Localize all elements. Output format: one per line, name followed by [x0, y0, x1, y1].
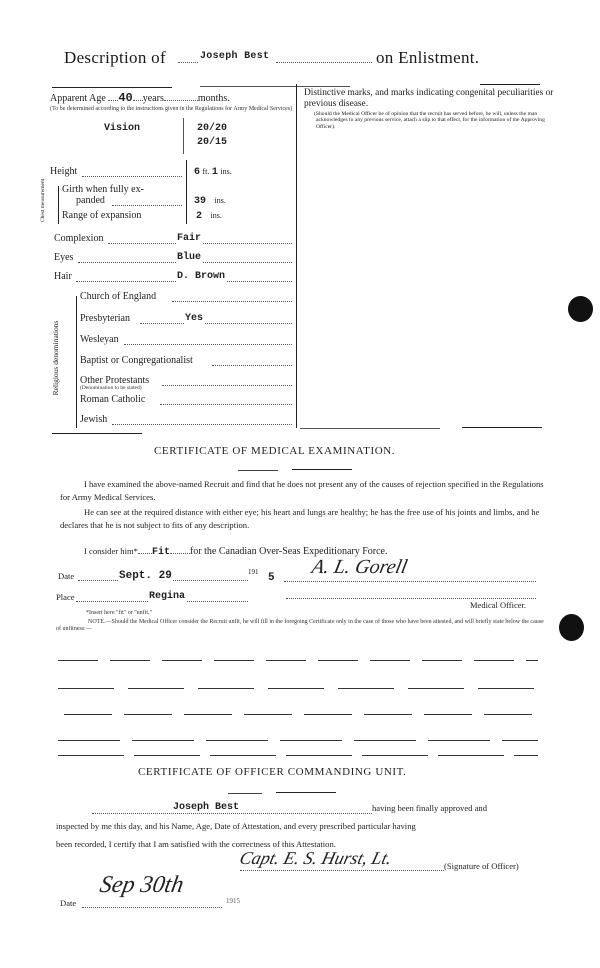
hair-value: D. Brown: [177, 271, 226, 282]
unfit-line-1: [58, 660, 538, 661]
religion-brace: [76, 296, 77, 428]
unfit-line-2: [58, 688, 538, 689]
medical-heading-rule-1: [238, 470, 278, 471]
expansion-value: 2: [196, 211, 203, 222]
girth-label-1: Girth when fully ex-: [62, 184, 144, 195]
officer-recruit-name: Joseph Best: [173, 802, 240, 813]
officer-signature-label: (Signature of Officer): [444, 861, 519, 871]
age-note: (To be determined according to the instructions given in the Regulations for Army Medical Services): [50, 106, 293, 112]
bottom-rule-left: [52, 433, 142, 434]
officer-year: 1915: [226, 897, 240, 905]
officer-line-3: been recorded, I certify that I am satisfied with the correctness of this Attestation.: [56, 839, 336, 849]
religion-dots-6: [112, 424, 292, 425]
officer-line-2: inspected by me this day, and his Name, Age, Date of Attestation, and every prescribed particular having: [56, 821, 416, 831]
top-rule-mid: [200, 86, 350, 87]
consider-dots-2: [170, 553, 190, 554]
medical-officer-signature: A. L. Gorell: [309, 556, 410, 578]
apparent-age-row: [50, 91, 294, 105]
religion-dots-5: [160, 404, 292, 405]
top-rule-right: [480, 84, 540, 85]
fitness-value: Fit: [151, 547, 170, 558]
title-dots-left: [178, 62, 198, 63]
officer-date-dots: [82, 907, 222, 908]
eyes-label: Eyes: [54, 252, 74, 263]
officer-heading-rule-1: [228, 793, 262, 794]
complexion-label: Complexion: [54, 233, 104, 244]
officer-date-value: Sep 30th: [97, 872, 186, 898]
bottom-rule-far-right: [462, 427, 542, 428]
medical-year-digit: 5: [268, 572, 275, 584]
hole-punch-top: [568, 296, 593, 322]
consider-dots-1: [138, 553, 152, 554]
months-dots: [164, 100, 198, 101]
height-ft-unit: ft.: [202, 167, 210, 176]
hair-label: Hair: [54, 271, 72, 282]
place-value: Regina: [149, 591, 186, 602]
top-rule-left: [52, 87, 172, 88]
girth-dots: [112, 205, 182, 206]
religion-wesleyan: Wesleyan: [80, 334, 119, 345]
height-dots: [82, 176, 182, 177]
girth-unit: ins.: [214, 196, 226, 205]
religion-dots-0: [172, 301, 292, 302]
measure-divider: [186, 160, 187, 224]
medical-paragraph-2: He can see at the required distance with either eye; his heart and lungs are healthy; he has the free use of his joints and limbs, and he declares that he is not subject to fits of any description.: [60, 507, 540, 530]
years-label: years: [142, 93, 164, 104]
officer-heading: CERTIFICATE OF OFFICER COMMANDING UNIT.: [138, 766, 407, 778]
medical-officer-label: Medical Officer.: [470, 600, 527, 610]
unfit-line-3: [64, 714, 538, 715]
column-divider: [296, 84, 297, 428]
religion-presbyterian-value: Yes: [185, 313, 204, 324]
officer-date-label: Date: [60, 898, 77, 908]
age-dots-2: [133, 100, 143, 101]
medical-date-label: Date: [58, 571, 75, 581]
height-in-value: 1: [211, 167, 218, 178]
medical-heading: CERTIFICATE OF MEDICAL EXAMINATION.: [154, 445, 396, 457]
apparent-age-label: Apparent Age: [50, 93, 106, 104]
consider-row: [84, 545, 524, 559]
religion-presbyterian: Presbyterian: [80, 313, 130, 324]
distinctive-marks-label: Distinctive marks, and marks indicating congenital peculiarities or previous disease.: [304, 88, 554, 109]
height-values: [194, 166, 232, 178]
unfit-line-4: [58, 740, 538, 741]
religion-roman-catholic: Roman Catholic: [80, 394, 146, 405]
eyes-value: Blue: [177, 252, 202, 263]
height-label: Height: [50, 166, 78, 177]
medical-year-prefix: 191: [248, 568, 259, 576]
religion-church-of-england: Church of England: [80, 291, 157, 302]
religion-baptist: Baptist or Congregationalist: [80, 355, 193, 366]
consider-suffix: for the Canadian Over-Seas Expeditionary Force.: [189, 546, 388, 557]
bottom-rule-right: [300, 428, 440, 429]
officer-heading-rule-2: [276, 792, 336, 793]
vision-value-2: 20/15: [197, 137, 228, 148]
medical-heading-rule-2: [292, 469, 352, 470]
religion-dots-4: [162, 385, 292, 386]
religion-dots-1: [140, 323, 292, 324]
title-dots-right: [276, 62, 372, 63]
girth-label-2: panded: [76, 195, 105, 206]
expansion-values: [196, 210, 222, 222]
months-label: months.: [197, 93, 230, 104]
expansion-unit: ins.: [210, 211, 222, 220]
religion-dots-2: [124, 344, 292, 345]
medical-date-value: Sept. 29: [119, 570, 172, 582]
medical-signature-line: [284, 581, 536, 582]
chest-brace: [58, 186, 59, 224]
consider-prefix: I consider him*: [84, 546, 138, 556]
expansion-label: Range of expansion: [62, 210, 142, 221]
officer-line-1-suffix: having been finally approved and: [372, 803, 488, 813]
age-dots: [108, 100, 118, 101]
unfitness-note: NOTE.—Should the Medical Officer consider the Recruit unfit, he will fill in the foregoing Certificate only in the case of those who have been attested, and will briefly state below the cause of unfitness:—: [56, 619, 544, 632]
chest-label: Chest measurement: [40, 178, 46, 222]
unfit-line-5: [58, 755, 538, 756]
title-suffix: on Enlistment.: [376, 48, 480, 67]
title-prefix: Description of: [64, 48, 166, 67]
officer-name-dots: [92, 813, 372, 814]
religion-other-note: (Denomination to be stated): [80, 385, 142, 391]
religion-jewish: Jewish: [80, 414, 108, 425]
religion-dots-3: [212, 365, 292, 366]
distinctive-marks-note: (Should the Medical Officer be of opinion that the recruit has served before, he will, unless the man acknowledges to any previous service, attach a slip to that effect, for the information of the Approving Officer).: [314, 111, 545, 130]
medical-paragraph-1: I have examined the above-named Recruit and find that he does not present any of the causes of rejection specified in the Regulations for Army Medical Services.: [60, 479, 544, 502]
religion-other-protestants: Other Protestants: [80, 375, 150, 386]
vision-value-1: 20/20: [197, 123, 228, 134]
document-title: [64, 48, 564, 72]
height-in-unit: ins.: [220, 167, 232, 176]
apparent-age-value: 40: [118, 91, 133, 105]
religion-group-label: Religious denominations: [51, 320, 60, 396]
hole-punch-bottom: [559, 614, 584, 641]
place-label: Place: [56, 592, 75, 602]
height-ft-value: 6: [194, 167, 201, 178]
girth-values: [194, 195, 226, 207]
officer-signature: Capt. E. S. Hurst, Lt.: [237, 848, 395, 868]
vision-divider: [183, 118, 184, 154]
fit-footnote: *Insert here "fit" or "unfit.": [86, 610, 152, 616]
recruit-name: Joseph Best: [200, 51, 270, 62]
vision-label: Vision: [104, 123, 141, 134]
officer-signature-line: [240, 870, 444, 871]
girth-value: 39: [194, 196, 207, 207]
complexion-value: Fair: [177, 233, 202, 244]
